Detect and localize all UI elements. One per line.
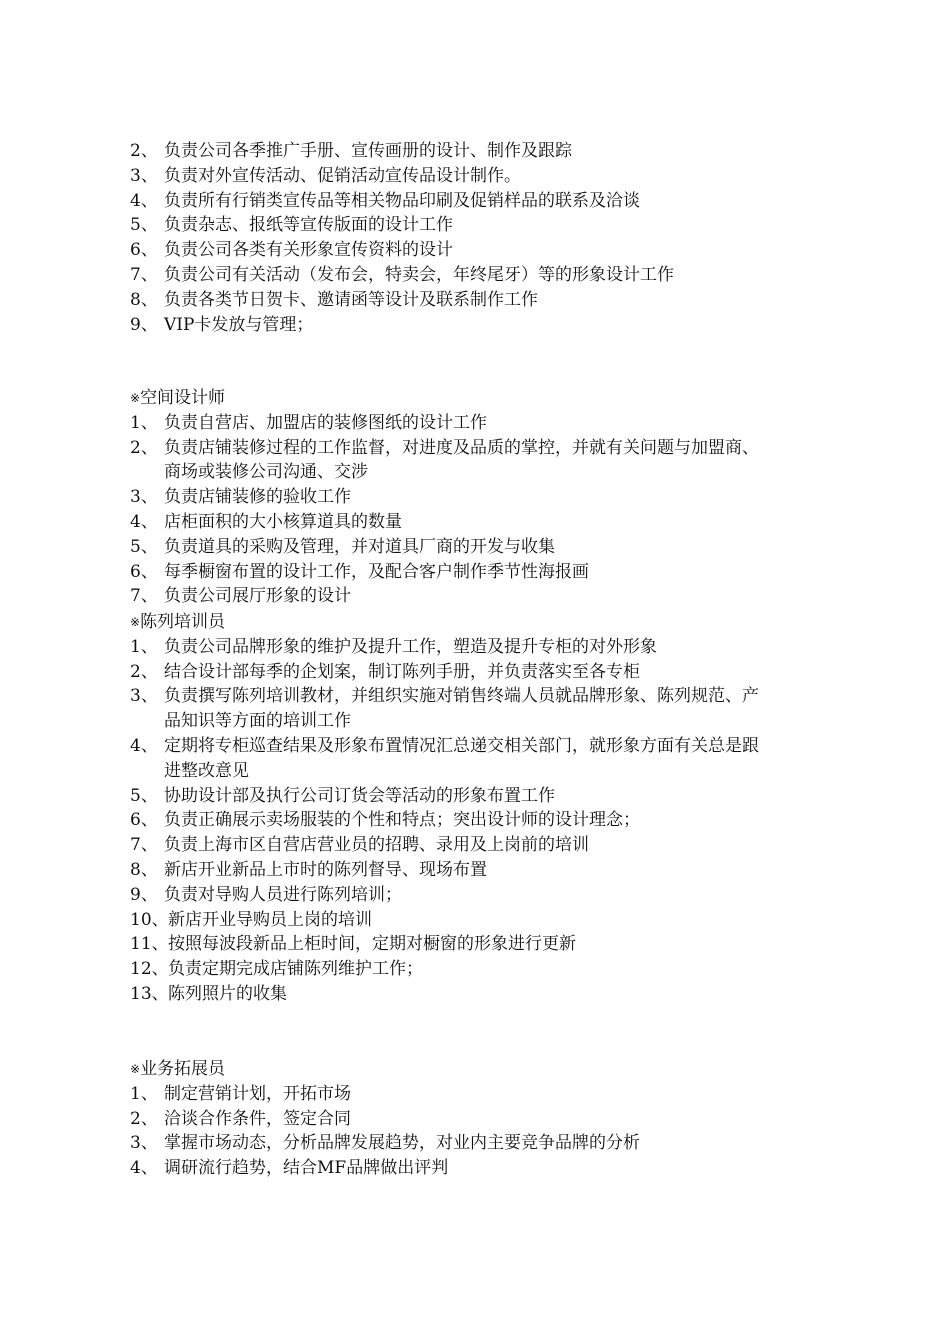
- item-text: 负责店铺装修的验收工作: [164, 487, 351, 508]
- item-number: 12、: [130, 959, 169, 980]
- list-item: [130, 411, 860, 436]
- list-item: [130, 635, 860, 660]
- item-number: 2、: [130, 437, 158, 458]
- design-duties-section: [130, 139, 860, 337]
- item-number: 8、: [130, 859, 158, 880]
- list-item: [130, 1107, 860, 1132]
- item-number: 6、: [130, 810, 158, 831]
- list-item: [130, 883, 860, 908]
- item-text: 负责公司各类有关形象宣传资料的设计: [164, 240, 453, 261]
- list-item-continuation: [130, 460, 860, 485]
- item-number: 2、: [130, 141, 158, 161]
- item-number: 4、: [130, 511, 158, 532]
- item-text: 负责道具的采购及管理，并对道具厂商的开发与收集: [164, 536, 555, 557]
- item-text: 商场或装修公司沟通、交涉: [164, 462, 368, 483]
- item-text: 负责公司品牌形象的维护及提升工作，塑造及提升专柜的对外形象: [164, 636, 657, 657]
- item-text: 新店开业新品上市时的陈列督导、现场布置: [164, 859, 487, 880]
- item-text: 定期将专柜巡查结果及形象布置情况汇总递交相关部门，就形象方面有关总是跟: [164, 735, 759, 756]
- item-number: 2、: [130, 661, 158, 682]
- item-text: 制定营销计划，开拓市场: [164, 1083, 351, 1104]
- item-text: 每季橱窗布置的设计工作，及配合客户制作季节性海报画: [164, 561, 589, 582]
- item-number: 3、: [130, 1133, 158, 1154]
- section-heading: [130, 1057, 860, 1082]
- item-text: 洽谈合作条件，签定合同: [164, 1108, 351, 1129]
- item-text: 负责各类节日贺卡、邀请函等设计及联系制作工作: [164, 289, 538, 310]
- list-item-continuation: [130, 759, 860, 784]
- item-number: 7、: [130, 264, 158, 285]
- item-text: 负责公司各季推广手册、宣传画册的设计、制作及跟踪: [164, 141, 572, 161]
- list-item: [130, 734, 860, 759]
- list-item: [130, 932, 860, 957]
- item-number: 1、: [130, 1083, 158, 1104]
- item-number: 4、: [130, 1158, 158, 1179]
- list-item: [130, 164, 860, 189]
- list-item: [130, 1131, 860, 1156]
- item-number: 6、: [130, 240, 158, 261]
- list-item: [130, 957, 860, 982]
- section-heading: [130, 610, 860, 635]
- section-title: 业务拓展员: [140, 1059, 226, 1079]
- item-text: 掌握市场动态，分析品牌发展趋势，对业内主要竞争品牌的分析: [164, 1133, 640, 1154]
- item-number: 7、: [130, 586, 158, 607]
- item-number: 1、: [130, 412, 158, 433]
- list-item: [130, 784, 860, 809]
- item-text: 按照每波段新品上柜时间，定期对橱窗的形象进行更新: [168, 934, 576, 955]
- item-number: 5、: [130, 785, 158, 806]
- item-number: 3、: [130, 686, 158, 707]
- list-item: [130, 238, 860, 263]
- item-text: 负责对导购人员进行陈列培训；: [164, 884, 402, 905]
- list-item: [130, 189, 860, 214]
- list-item: [130, 584, 860, 609]
- item-number: 9、: [130, 314, 158, 335]
- list-item: [130, 485, 860, 510]
- item-number: 5、: [130, 215, 158, 236]
- section-title: 陈列培训员: [140, 612, 226, 632]
- item-number: 7、: [130, 835, 158, 856]
- item-number: 1、: [130, 636, 158, 657]
- item-text: 负责店铺装修过程的工作监督，对进度及品质的掌控，并就有关问题与加盟商、: [164, 437, 759, 458]
- item-text: 负责撰写陈列培训教材，并组织实施对销售终端人员就品牌形象、陈列规范、产: [164, 686, 759, 707]
- item-number: 3、: [130, 165, 158, 186]
- list-item: [130, 660, 860, 685]
- section-title: 空间设计师: [140, 388, 226, 408]
- item-number: 8、: [130, 289, 158, 310]
- list-item: [130, 213, 860, 238]
- list-item: [130, 808, 860, 833]
- list-item: [130, 560, 860, 585]
- item-text: 结合设计部每季的企划案，制订陈列手册，并负责落实至各专柜: [164, 661, 640, 682]
- item-text: 负责对外宣传活动、促销活动宣传品设计制作。: [164, 165, 521, 186]
- list-item: [130, 908, 860, 933]
- item-number: 13、: [130, 983, 169, 1004]
- item-text: 负责正确展示卖场服装的个性和特点；突出设计师的设计理念；: [164, 810, 640, 831]
- list-item: [130, 1156, 860, 1181]
- item-text: 协助设计部及执行公司订货会等活动的形象布置工作: [164, 785, 555, 806]
- item-number: 2、: [130, 1108, 158, 1129]
- list-item: [130, 313, 860, 338]
- item-number: 4、: [130, 190, 158, 211]
- item-text: 进整改意见: [164, 760, 249, 781]
- item-text: 品知识等方面的培训工作: [164, 711, 351, 732]
- item-text: 负责上海市区自营店营业员的招聘、录用及上岗前的培训: [164, 835, 589, 856]
- business-development-section: [130, 1057, 860, 1181]
- item-text: 负责公司展厅形象的设计: [164, 586, 351, 607]
- item-text: 调研流行趋势，结合MF品牌做出评判: [164, 1158, 449, 1179]
- item-text: 陈列照片的收集: [168, 983, 287, 1004]
- list-item: [130, 858, 860, 883]
- item-number: 6、: [130, 561, 158, 582]
- list-item: [130, 1082, 860, 1107]
- item-number: 11、: [130, 934, 169, 955]
- item-text: 负责定期完成店铺陈列维护工作；: [168, 959, 423, 980]
- reference-mark: ※: [130, 391, 141, 405]
- list-item: [130, 288, 860, 313]
- item-text: 负责公司有关活动（发布会，特卖会，年终尾牙）等的形象设计工作: [164, 264, 674, 285]
- item-text: 负责自营店、加盟店的装修图纸的设计工作: [164, 412, 487, 433]
- list-item: [130, 982, 860, 1007]
- item-text: 店柜面积的大小核算道具的数量: [164, 511, 402, 532]
- item-text: 负责所有行销类宣传品等相关物品印刷及促销样品的联系及洽谈: [164, 190, 640, 211]
- list-item: [130, 684, 860, 709]
- list-item: [130, 833, 860, 858]
- list-item-continuation: [130, 709, 860, 734]
- section-heading: [130, 386, 860, 411]
- item-number: 9、: [130, 884, 158, 905]
- display-trainer-section: [130, 610, 860, 1007]
- item-number: 10、: [130, 909, 169, 930]
- reference-mark: ※: [130, 615, 141, 629]
- list-item: [130, 510, 860, 535]
- item-number: 3、: [130, 487, 158, 508]
- item-number: 5、: [130, 536, 158, 557]
- item-number: 4、: [130, 735, 158, 756]
- list-item: [130, 263, 860, 288]
- list-item: [130, 535, 860, 560]
- list-item: [130, 139, 860, 164]
- space-designer-section: [130, 386, 860, 609]
- list-item: [130, 436, 860, 461]
- item-text: 负责杂志、报纸等宣传版面的设计工作: [164, 215, 453, 236]
- item-text: VIP卡发放与管理；: [164, 314, 314, 335]
- reference-mark: ※: [130, 1062, 141, 1076]
- item-text: 新店开业导购员上岗的培训: [168, 909, 372, 930]
